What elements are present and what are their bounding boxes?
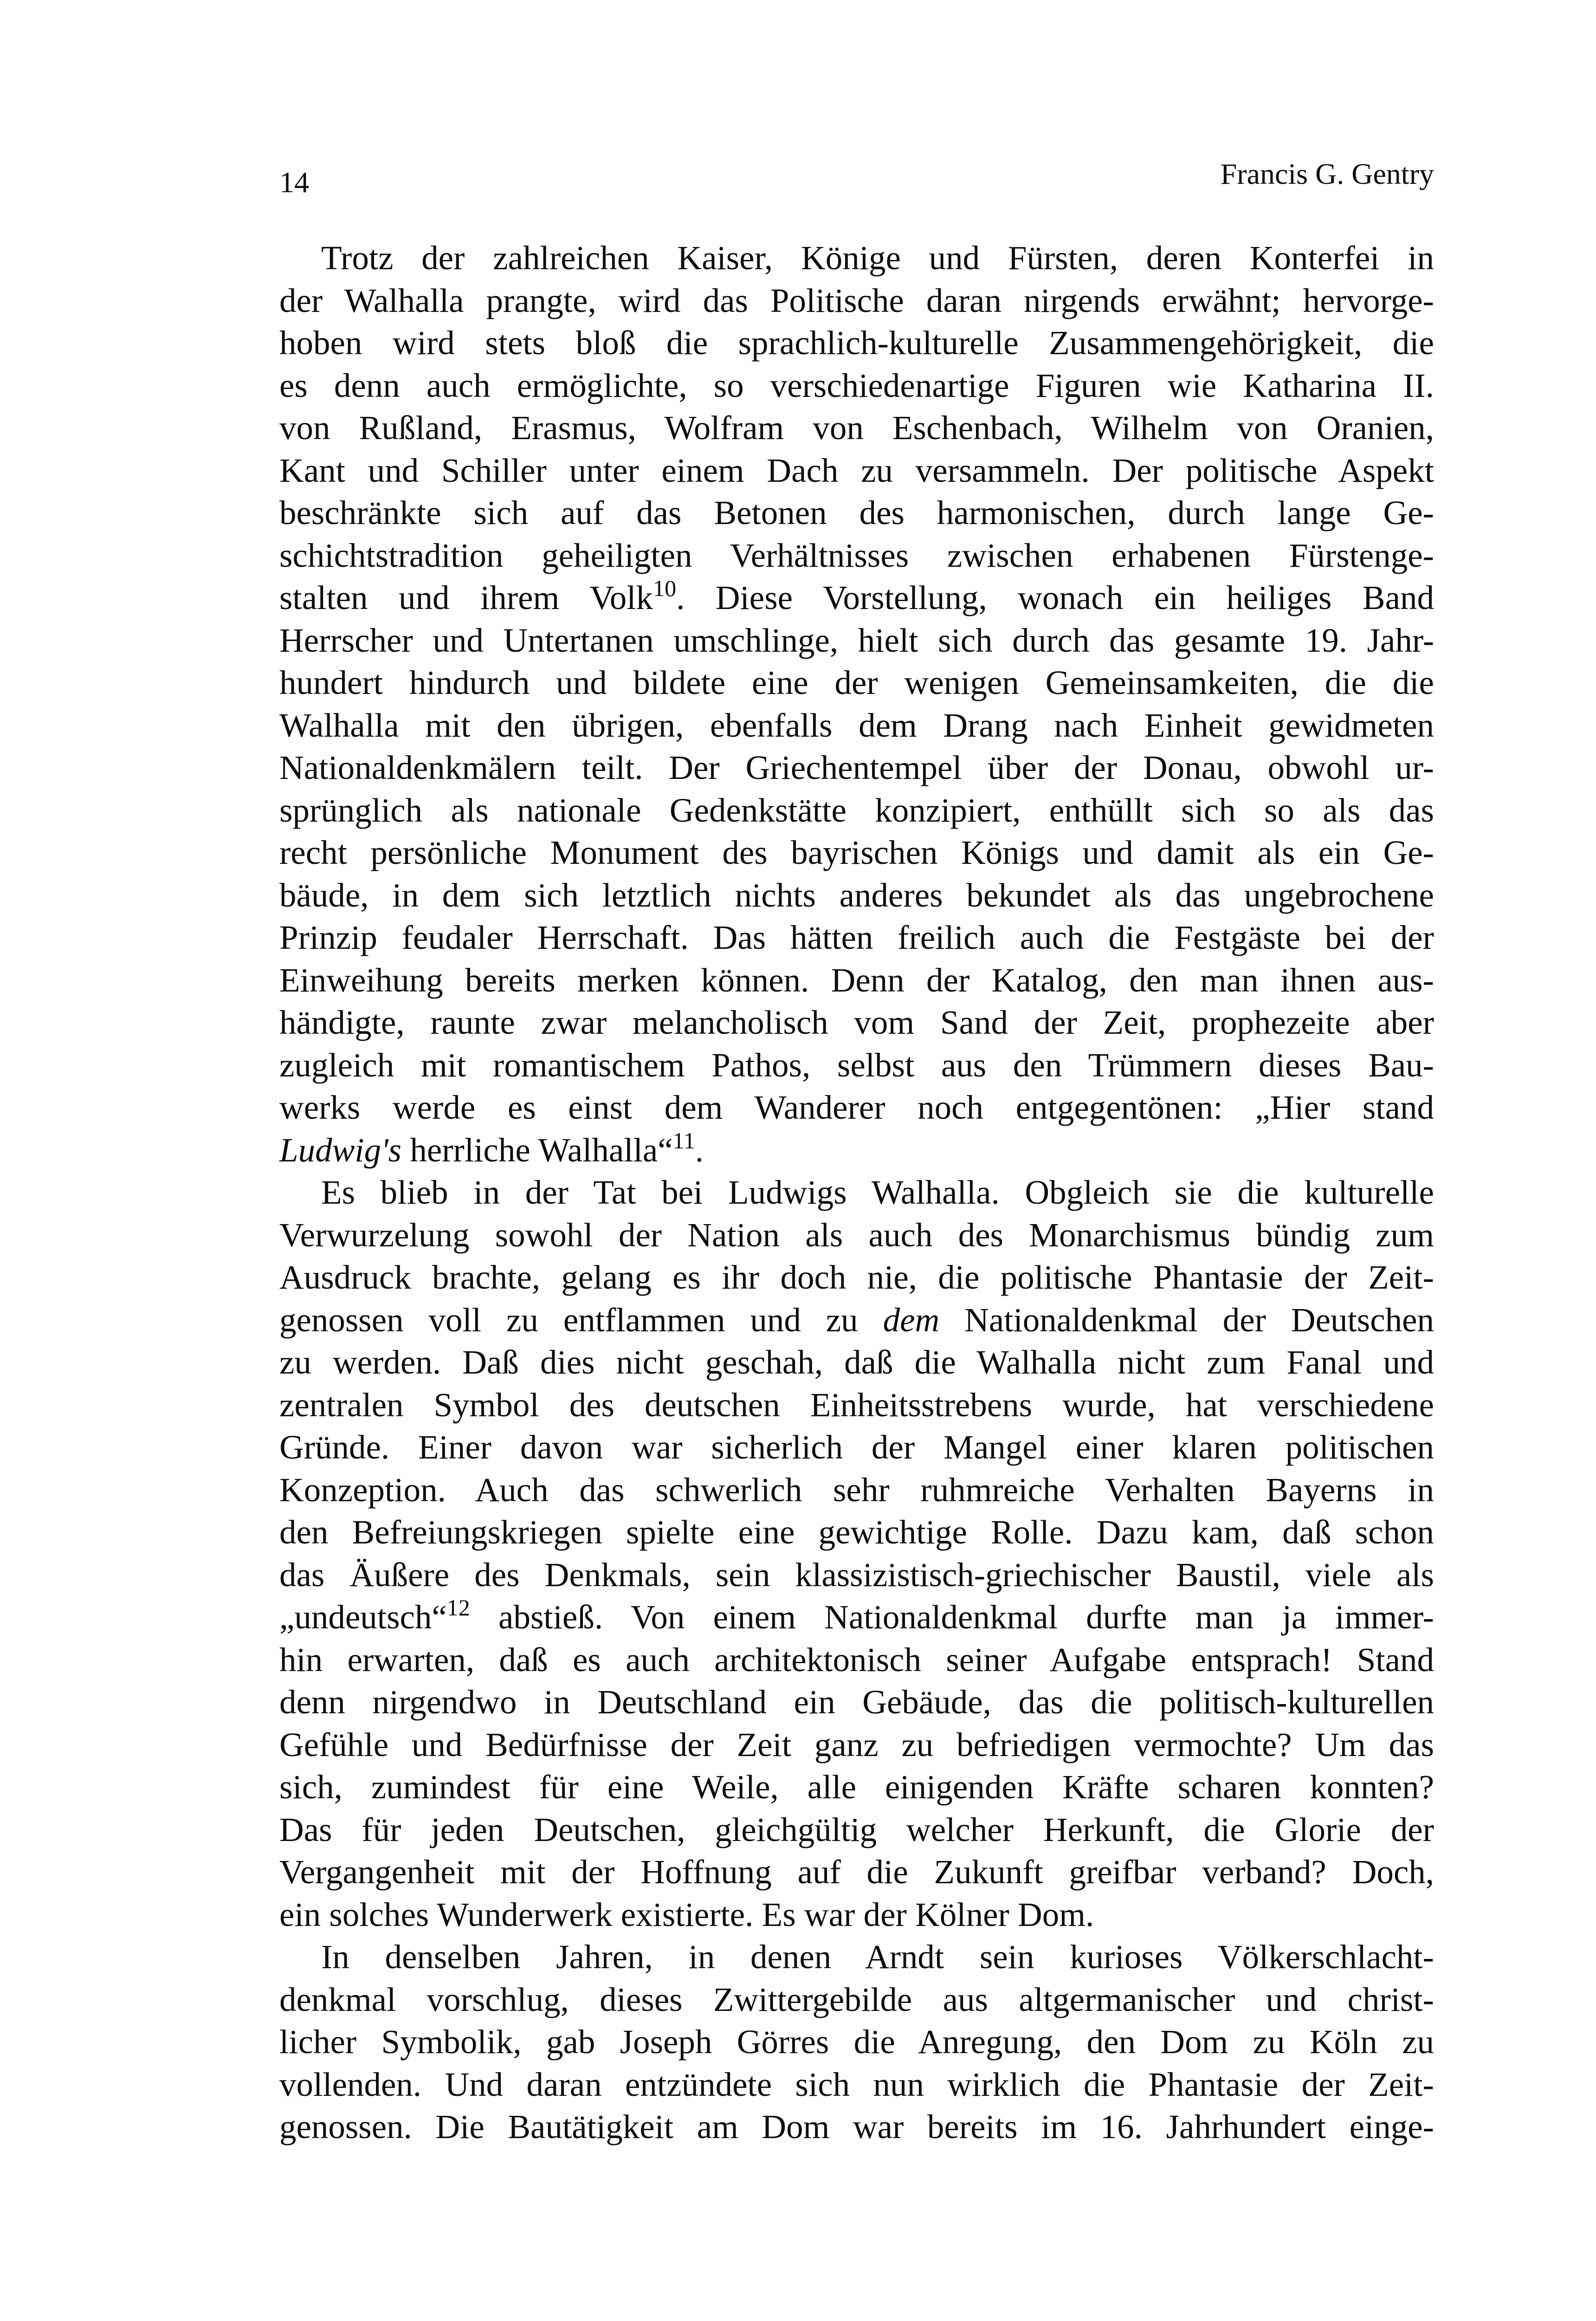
text-line: bäude, in dem sich letztlich nichts anderes bekundet als das ungebrochene [279,876,1434,914]
text-line: es denn auch ermöglichte, so verschiedenartige Figuren wie Katharina II. [279,366,1434,404]
text-line: vollenden. Und daran entzündete sich nun wirklich die Phantasie der Zeit- [279,2065,1434,2103]
text-line: sprünglich als nationale Gedenkstätte konzipiert, enthüllt sich so als das [279,791,1434,829]
text-line: werks werde es einst dem Wanderer noch entgegentönen: „Hier stand [279,1089,1434,1126]
text-line: Nationaldenkmälern teilt. Der Griechentempel über der Donau, obwohl ur- [279,749,1434,786]
text-segment: Nationaldenkmal der Deutschen [939,1301,1434,1339]
text-line: Das für jeden Deutschen, gleichgültig welcher Herkunft, die Glorie der [279,1810,1434,1848]
paragraph-2 [279,1171,1434,1936]
text-line: hoben wird stets bloß die sprachlich-kulturelle Zusammengehörigkeit, die [279,324,1434,362]
text-line: händigte, raunte zwar melancholisch vom Sand der Zeit, prophezeite aber [279,1004,1434,1041]
text-line: Gefühle und Bedürfnisse der Zeit ganz zu befriedigen vermochte? Um das [279,1725,1434,1763]
text-segment: . [695,1131,704,1169]
text-line: Verwurzelung sowohl der Nation als auch des Monarchismus bündig zum [279,1216,1434,1254]
footnote-ref-11: 11 [672,1127,695,1154]
text-segment: „undeutsch“ [279,1598,447,1636]
text-segment: genossen voll zu entflammen und zu [279,1301,883,1339]
text-line: zugleich mit romantischem Pathos, selbst aus den Trümmern dieses Bau- [279,1046,1434,1084]
text-line [279,577,1434,619]
text-segment: . Diese Vorstellung, wonach ein heiliges Band [676,579,1434,616]
text-line: Prinzip feudaler Herrschaft. Das hätten freilich auch die Festgäste bei der [279,919,1434,956]
footnote-ref-12: 12 [446,1595,470,1621]
text-line: Vergangenheit mit der Hoffnung auf die Zukunft greifbar verband? Doch, [279,1853,1434,1891]
text-line: Kant und Schiller unter einem Dach zu versammeln. Der politische Aspekt [279,451,1434,489]
text-line: Es blieb in der Tat bei Ludwigs Walhalla. Obgleich sie die kulturelle [321,1173,1434,1211]
text-line: Herrscher und Untertanen umschlinge, hielt sich durch das gesamte 19. Jahr- [279,621,1434,659]
italic-text: dem [883,1301,940,1339]
footnote-ref-10: 10 [653,575,677,601]
text-line: sich, zumindest für eine Weile, alle einigenden Kräfte scharen konnten? [279,1768,1434,1806]
text-line: In denselben Jahren, in denen Arndt sein kurioses Völkerschlacht- [321,1938,1434,1976]
text-segment: stalten und ihrem Volk [279,579,653,616]
text-line: hin erwarten, daß es auch architektonisch seiner Aufgabe entsprach! Stand [279,1640,1434,1679]
text-line: ein solches Wunderwerk existierte. Es war der Kölner Dom. [279,1895,1094,1933]
paragraph-1 [279,237,1434,1171]
paragraph-3 [279,1936,1434,2148]
text-line: zu werden. Daß dies nicht geschah, daß die Walhalla nicht zum Fanal und [279,1343,1434,1381]
running-head-author: Francis G. Gentry [1220,157,1434,190]
text-segment: abstieß. Von einem Nationaldenkmal durfte man ja immer- [470,1598,1434,1636]
text-line: von Rußland, Erasmus, Wolfram von Eschenbach, Wilhelm von Oranien, [279,409,1434,447]
text-line: licher Symbolik, gab Joseph Görres die Anregung, den Dom zu Köln zu [279,2023,1434,2061]
text-line: hundert hindurch und bildete eine der wenigen Gemeinsamkeiten, die die [279,664,1434,701]
text-line [279,1129,1434,1172]
text-line: zentralen Symbol des deutschen Einheitsstrebens wurde, hat verschiedene [279,1386,1434,1424]
text-line: schichtstradition geheiligten Verhältnisses zwischen erhabenen Fürstenge- [279,536,1434,574]
text-line: Walhalla mit den übrigen, ebenfalls dem Drang nach Einheit gewidmeten [279,706,1434,744]
body-text [279,237,1434,2148]
text-line: das Äußere des Denkmals, sein klassizistisch-griechischer Baustil, viele als [279,1556,1434,1594]
text-line: Trotz der zahlreichen Kaiser, Könige und Fürsten, deren Konterfei in [321,239,1434,277]
running-head [279,157,1434,199]
text-line [279,1299,1434,1342]
text-line: Ausdruck brachte, gelang es ihr doch nie, die politische Phantasie der Zeit- [279,1258,1434,1296]
text-line: genossen. Die Bautätigkeit am Dom war bereits im 16. Jahrhundert einge- [279,2108,1434,2146]
text-line: den Befreiungskriegen spielte eine gewichtige Rolle. Dazu kam, daß schon [279,1513,1434,1551]
text-line: Einweihung bereits merken können. Denn der Katalog, den man ihnen aus- [279,961,1434,999]
text-line: recht persönliche Monument des bayrischen Königs und damit als ein Ge- [279,834,1434,871]
page-number: 14 [279,166,309,199]
text-segment: herrliche Walhalla“ [401,1131,673,1169]
text-line: beschränkte sich auf das Betonen des harmonischen, durch lange Ge- [279,494,1434,532]
text-line: denn nirgendwo in Deutschland ein Gebäude, das die politisch-kulturellen [279,1683,1434,1721]
text-line: der Walhalla prangte, wird das Politische daran nirgends erwähnt; hervorge- [279,281,1434,319]
text-line [279,1596,1434,1639]
text-line: Gründe. Einer davon war sicherlich der Mangel einer klaren politischen [279,1428,1434,1466]
italic-text: Ludwig's [279,1131,402,1169]
text-line: Konzeption. Auch das schwerlich sehr ruhmreiche Verhalten Bayerns in [279,1471,1434,1509]
text-line: denkmal vorschlug, dieses Zwittergebilde aus altgermanischer und christ- [279,1980,1434,2018]
